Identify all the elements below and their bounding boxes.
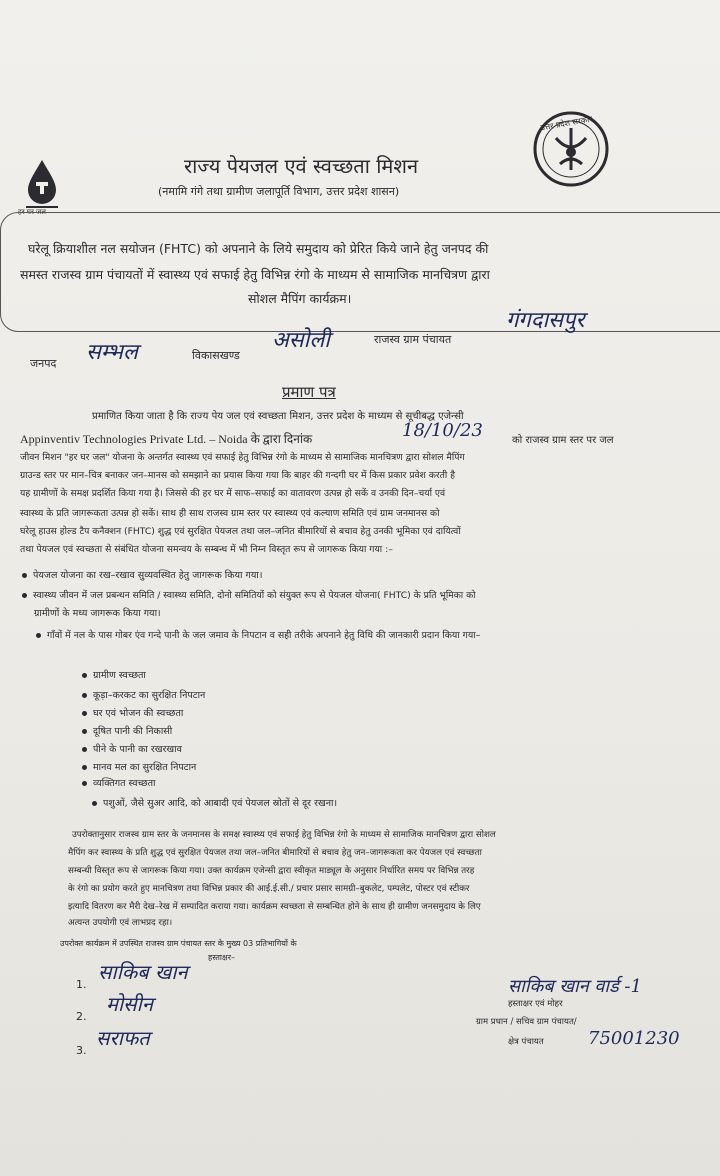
closing-line-1: उपरोक्तानुसार राजस्व ग्राम स्तर के जनमानस के समक्ष स्वास्थ्य एवं सफाई हेतु विभिन्न रंगो के माध्यम से सामाजिक मानचित्रण द्वारा सोशल bbox=[72, 830, 496, 840]
point-2: स्वास्थ्य जीवन में जल प्रबन्धन समिति / स्वास्थ्य समिति, दोनो समितियों को संयुक्त रूप से पेयजल योजना( FHTC) के प्रति भूमिका को bbox=[22, 588, 476, 601]
sub-point-7: व्यक्तिगत स्वच्छता bbox=[82, 776, 156, 789]
body-line-3: जीवन मिशन "हर घर जल" योजना के अन्तर्गत स्वास्थ्य एवं सफाई हेतु विभिन्न रंगो के माध्यम से सामाजिक मानचित्रण द्वारा सोशल मैपिंग bbox=[20, 452, 465, 463]
body-line-7: घरेलू हाउस होल्ड टैप कनैक्शन (FHTC) शुद्ध एवं सुरक्षित पेयजल तथा जल–जनित बीमारियों से बचाव हेतु उनकी भूमिका एवं दायित्वों bbox=[20, 526, 461, 537]
closing-line-5: इत्यादि वितरण कर मैरी देख–रेख में सम्पादित कराया गया। कार्यक्रम स्वच्छता से सम्बन्धित होने के साथ ही ग्रामीण जनसमुदाय के लिए bbox=[68, 902, 481, 912]
sub-point-5: पीने के पानी का रखरखाव bbox=[82, 742, 182, 755]
closing-line-4: के रंगो का प्रयोग करते हुए मानचित्रण तथा विभिन्न प्रकार की आई.ई.सी./ प्रचार प्रसार सामग्री–बुकलेट, पम्पलेट, पोस्टर एवं स्टीकर bbox=[68, 884, 470, 894]
official-signature: साकिब खान वार्ड -1 bbox=[508, 976, 642, 997]
bullet-icon bbox=[82, 711, 87, 716]
district-value: सम्भल bbox=[86, 340, 138, 365]
left-logo-text: हर घर जल bbox=[18, 208, 46, 216]
body-line-1: प्रमाणित किया जाता है कि राज्य पेय जल एवं स्वच्छता मिशन, उत्तर प्रदेश के माध्यम से सूचीबद्ध एजेन्सी bbox=[92, 411, 464, 422]
panchayat-label: राजस्व ग्राम पंचायत bbox=[374, 333, 452, 346]
program-line-1: घरेलू क्रियाशील नल सयोजन (FHTC) को अपनाने के लिये समुदाय को प्रेरित किये जाने हेतु जनपद की bbox=[28, 241, 489, 256]
sub-point-3: घर एवं भोजन की स्वच्छता bbox=[82, 706, 183, 719]
bullet-icon bbox=[82, 781, 87, 786]
participants-note-1: उपरोक्त कार्यक्रम में उपस्थित राजस्व ग्राम पंचायत स्तर के मुख्य 03 प्रतिभागियों के bbox=[60, 939, 297, 948]
sub-point-8: पशुओं, जैसे सुअर आदि, को आबादी एवं पेयजल स्रोतों से दूर रखना। bbox=[92, 796, 337, 809]
closing-line-3: सम्बन्धी विस्तृत रूप से जागरूक किया गया। उक्त कार्यक्रम एजेन्सी द्वारा स्वीकृत माड्यूल के अनुसार निर्धारित समय पर विभिन्न तरह bbox=[68, 866, 475, 876]
bullet-icon bbox=[36, 633, 41, 638]
right-logo-text: उत्तर प्रदेश सरकार bbox=[539, 114, 594, 133]
date-value: 18/10/23 bbox=[402, 420, 483, 441]
bullet-icon bbox=[82, 765, 87, 770]
signature-area: क्षेत्र पंचायत bbox=[508, 1037, 544, 1047]
closing-line-6: अत्यन्त उपयोगी एवं लाभप्रद रहा। bbox=[68, 918, 173, 928]
body-line-5: यह ग्रामीणों के समक्ष प्रदर्शित किया गया है। जिससे की हर घर में साफ–सफाई का वातावरण उत्पन्न हो सकें व उनकी दिन–चर्या एवं bbox=[20, 488, 446, 499]
block-label: विकासखण्ड bbox=[192, 349, 240, 362]
program-line-2: समस्त राजस्व ग्राम पंचायतों में स्वास्थ्य एवं सफाई हेतु विभिन्न रंगो के माध्यम से सामाजिक मानचित्रण द्वारा bbox=[20, 267, 490, 282]
bullet-icon bbox=[82, 729, 87, 734]
bullet-icon bbox=[22, 573, 27, 578]
mission-title: राज्य पेयजल एवं स्वच्छता मिशन bbox=[184, 154, 419, 178]
handwritten-phone: 75001230 bbox=[588, 1028, 680, 1049]
sub-point-6: मानव मल का सुरक्षित निपटान bbox=[82, 760, 196, 773]
closing-line-2: मैपिंग कर स्वास्थ्य के प्रति शुद्ध एवं सुरक्षित पेयजल तथा जल–जनित बीमारियों से बचाव हेतु जन–जागरूकता कर पेयजल एवं स्वच्छता bbox=[68, 848, 482, 858]
body-line-4: ग्राउन्ड स्तर पर मान–चित्र बनाकर जन–मानस को समझाने का प्रयास किया गया कि बाहर की गन्दगी घर में किस प्रकार प्रवेश करती है bbox=[20, 470, 456, 481]
point-3: गाँवों में नल के पास गोबर एंव गन्दे पानी के जल जमाव के निपटान व सही तरीके अपनाने हेतु विधि की जानकारी प्रदान किया गया– bbox=[36, 628, 480, 641]
bullet-icon bbox=[82, 693, 87, 698]
panchayat-value: गंगदासपुर bbox=[506, 308, 585, 333]
participant-3-signature: सराफत bbox=[96, 1026, 150, 1050]
program-line-3: सोशल मैपिंग कार्यक्रम। bbox=[248, 291, 352, 306]
participant-1-signature: साकिब खान bbox=[98, 960, 188, 984]
signature-role: ग्राम प्रधान / सचिव ग्राम पंचायत/ bbox=[476, 1017, 577, 1027]
participant-2-signature: मोसीन bbox=[106, 992, 153, 1016]
signature-label: हस्ताक्षर एवं मोहर bbox=[508, 999, 563, 1009]
certificate-title: प्रमाण पत्र bbox=[282, 383, 336, 401]
bullet-icon bbox=[82, 747, 87, 752]
point-2-cont: ग्रामीणों के मध्य जागरूक किया गया। bbox=[34, 608, 161, 619]
body-line-2: Appinventiv Technologies Private Ltd. – Noida के द्वारा दिनांक bbox=[20, 432, 313, 446]
body-line-2b: को राजस्व ग्राम स्तर पर जल bbox=[512, 435, 614, 446]
sub-point-1: ग्रामीण स्वच्छता bbox=[82, 668, 146, 681]
participant-2-number: 2. bbox=[76, 1010, 87, 1023]
sub-point-2: कूड़ा–करकट का सुरक्षित निपटान bbox=[82, 688, 205, 701]
district-label: जनपद bbox=[30, 357, 57, 370]
bullet-icon bbox=[22, 593, 27, 598]
bullet-icon bbox=[92, 801, 97, 806]
body-line-6: स्वास्थ्य के प्रति जागरूकता उत्पन्न हो सकें। साथ ही साथ राजस्व ग्राम स्तर पर स्वास्थ्य एवं कल्याण समिति एवं ग्राम जनमानस को bbox=[20, 508, 440, 519]
point-1: पेयजल योजना का रख–रखाव सुव्यवस्थित हेतु जागरूक किया गया। bbox=[22, 568, 262, 581]
sub-point-4: दूषित पानी की निकासी bbox=[82, 724, 172, 737]
mission-subtitle: (नमामि गंगे तथा ग्रामीण जलापूर्ति विभाग, उत्तर प्रदेश शासन) bbox=[158, 185, 400, 198]
bullet-icon bbox=[82, 673, 87, 678]
body-line-8: तथा पेयजल एवं स्वच्छता से संबंधित योजना समन्वय के सम्बन्ध में भी निम्न विस्तृत रूप से जागरूक किया गया :– bbox=[20, 544, 393, 555]
participant-1-number: 1. bbox=[76, 978, 87, 991]
participant-3-number: 3. bbox=[76, 1044, 87, 1057]
block-value: असोली bbox=[272, 328, 330, 353]
participants-note-2: हस्ताक्षर– bbox=[208, 953, 235, 962]
